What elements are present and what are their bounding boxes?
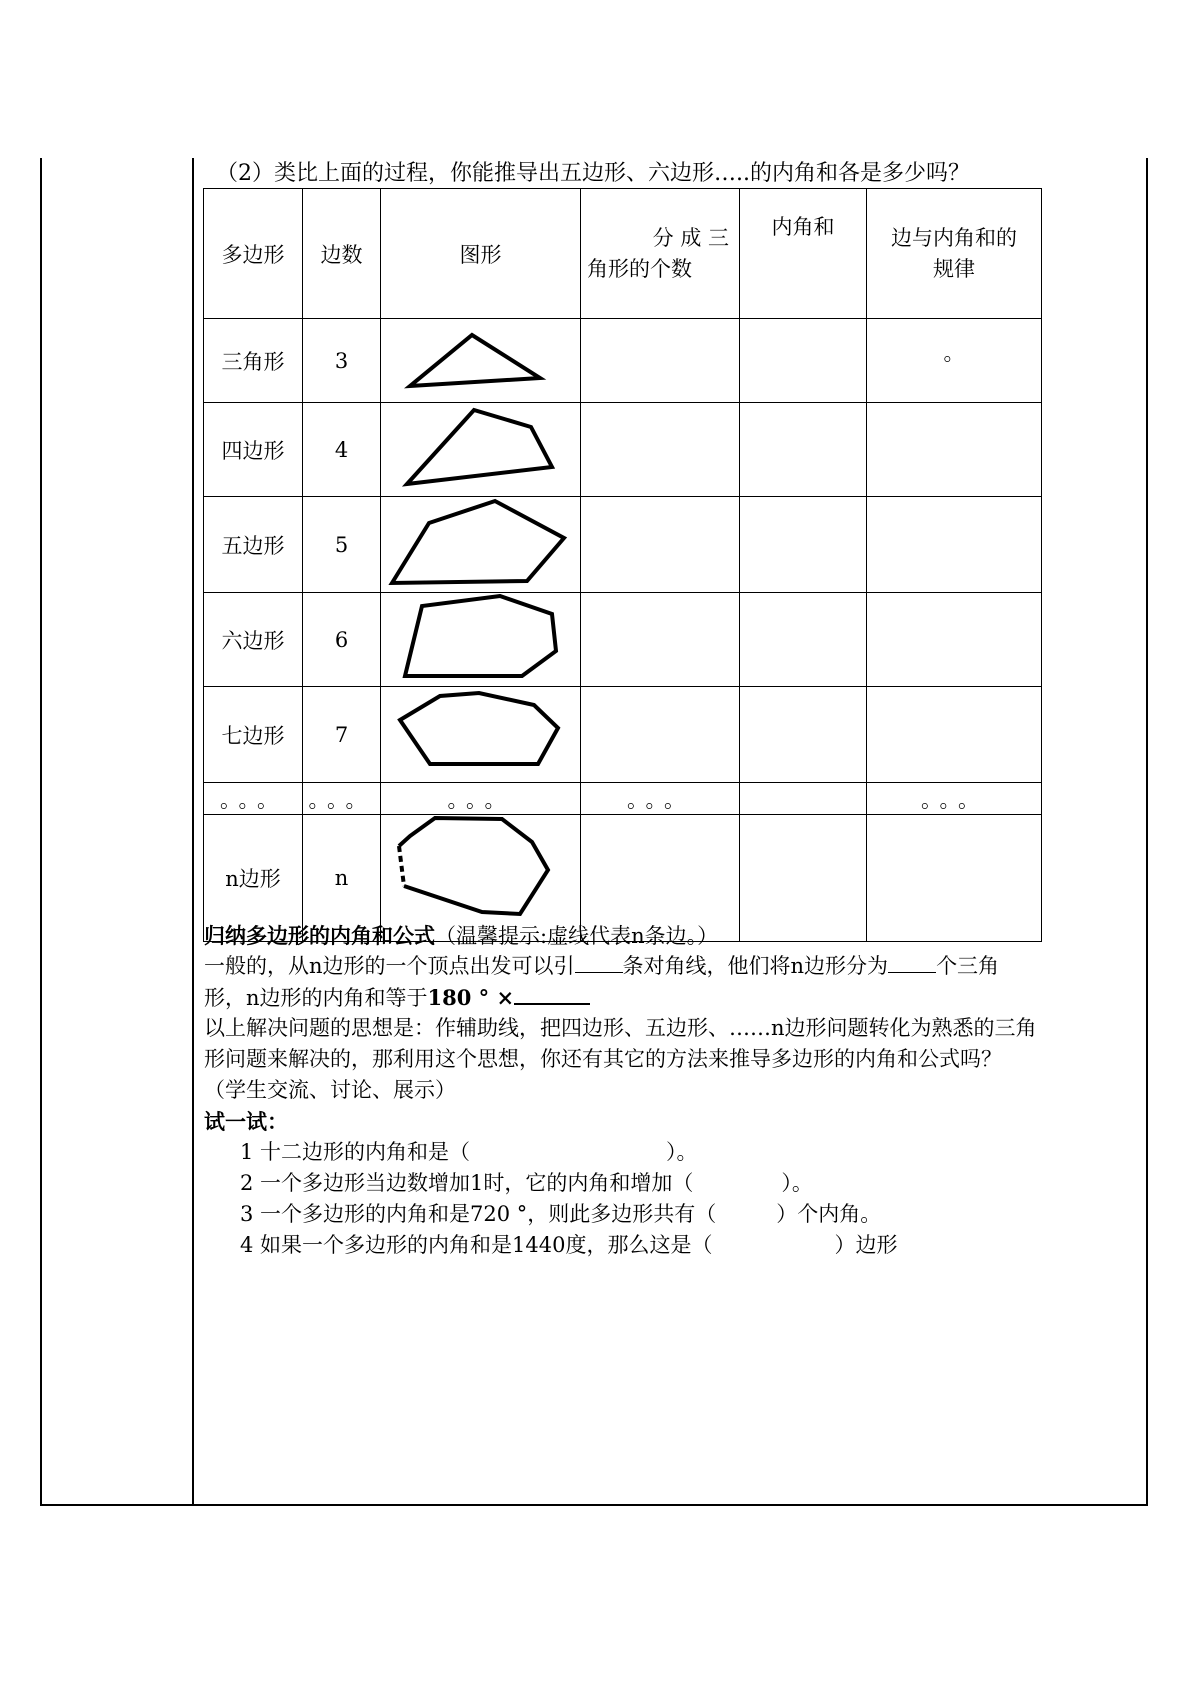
row-name: 四边形 <box>204 403 303 497</box>
row-name: 三角形 <box>204 319 303 403</box>
question-text: ）边形 <box>834 1233 898 1257</box>
row-sides: n <box>303 815 381 942</box>
row-triangle-count <box>581 403 740 497</box>
try-question-3 <box>240 1199 881 1230</box>
try-question-4 <box>240 1230 897 1261</box>
quadrilateral-figure <box>382 404 580 496</box>
table-row <box>204 687 1042 783</box>
question-text: 3 一个多边形的内角和是720 °，则此多边形共有（ <box>240 1202 717 1226</box>
heptagon-figure <box>382 688 580 782</box>
row-triangle-count <box>581 319 740 403</box>
header-rule-line1: 边与内角和的 <box>891 225 1017 250</box>
ellipsis-cell: 。。。 <box>204 783 303 815</box>
method-line-1: 以上解决问题的思想是：作辅助线，把四边形、五边形、……n边形问题转化为熟悉的三角 <box>204 1016 1037 1040</box>
table-header-row <box>204 189 1042 319</box>
row-figure <box>381 403 581 497</box>
summary-title: 归纳多边形的内角和公式 <box>204 923 435 948</box>
row-angle-sum <box>740 497 867 593</box>
summary-line-1 <box>204 951 999 982</box>
header-figure: 图形 <box>381 189 581 319</box>
method-line-3: （学生交流、讨论、展示） <box>204 1078 456 1102</box>
formula-text: 180 ° × <box>427 985 515 1010</box>
table-row <box>204 319 1042 403</box>
row-sides: 6 <box>303 593 381 687</box>
ellipsis-cell: 。。。 <box>867 783 1042 815</box>
row-figure <box>381 319 581 403</box>
outer-border-column <box>192 158 194 1506</box>
summary-line-2 <box>204 982 590 1014</box>
row-triangle-count <box>581 497 740 593</box>
summary-text: 形，n边形的内角和等于 <box>204 986 428 1010</box>
header-polygon: 多边形 <box>204 189 303 319</box>
formula-blank[interactable] <box>514 983 590 1005</box>
row-triangle-count <box>581 593 740 687</box>
table-row <box>204 403 1042 497</box>
summary-hint: （温馨提示:虚线代表n条边。） <box>435 924 719 948</box>
outer-border-left <box>40 158 42 1506</box>
summary-heading <box>204 920 718 952</box>
row-angle-sum <box>740 403 867 497</box>
header-triangle-count-line1: 分 成 三 <box>652 225 729 250</box>
question-2: （2）类比上面的过程，你能推导出五边形、六边形…..的内角和各是多少吗？ <box>216 161 970 186</box>
row-figure <box>381 593 581 687</box>
header-triangle-count <box>581 189 740 319</box>
summary-text: 条对角线，他们将n边形分为 <box>622 954 889 978</box>
question-text: 2 一个多边形当边数增加1时，它的内角和增加（ <box>240 1171 694 1195</box>
question-text: ）个内角。 <box>776 1202 882 1226</box>
row-name: 五边形 <box>204 497 303 593</box>
ellipsis-row <box>204 783 1042 815</box>
row-angle-sum <box>740 593 867 687</box>
row-triangle-count <box>581 687 740 783</box>
method-line-2: 形问题来解决的，那利用这个思想，你还有其它的方法来推导多边形的内角和公式吗？ <box>204 1047 1002 1071</box>
try-title: 试一试： <box>204 1109 288 1134</box>
row-sides: 5 <box>303 497 381 593</box>
summary-text: 个三角 <box>936 954 1000 978</box>
diagonal-count-blank[interactable] <box>575 952 623 973</box>
try-question-2 <box>240 1168 813 1199</box>
row-rule <box>867 687 1042 783</box>
row-name: n边形 <box>204 815 303 942</box>
row-rule <box>867 815 1042 942</box>
header-rule <box>867 189 1042 319</box>
question-text: 4 如果一个多边形的内角和是1440度，那么这是（ <box>240 1233 713 1257</box>
ellipsis-cell: 。。。 <box>303 783 381 815</box>
pentagon-figure <box>382 498 580 592</box>
try-question-1 <box>240 1137 698 1168</box>
row-angle-sum <box>740 319 867 403</box>
triangle-figure <box>382 320 580 402</box>
row-rule <box>867 497 1042 593</box>
table-row <box>204 497 1042 593</box>
outer-border-right <box>1146 158 1148 1506</box>
row-name: 六边形 <box>204 593 303 687</box>
row-angle-sum <box>740 815 867 942</box>
row-sides: 3 <box>303 319 381 403</box>
table-row <box>204 593 1042 687</box>
ellipsis-cell: 。。。 <box>381 783 581 815</box>
hexagon-figure <box>382 594 580 686</box>
row-sides: 7 <box>303 687 381 783</box>
header-triangle-count-line2: 角形的个数 <box>587 256 692 281</box>
summary-text: 一般的，从n边形的一个顶点出发可以引 <box>204 954 575 978</box>
row-rule: 。 <box>867 319 1042 403</box>
row-angle-sum <box>740 687 867 783</box>
header-angle-sum: 内角和 <box>740 189 867 319</box>
row-rule <box>867 593 1042 687</box>
ellipsis-cell: 。。。 <box>581 783 740 815</box>
triangle-count-blank[interactable] <box>888 952 936 973</box>
question-text: 1 十二边形的内角和是（ <box>240 1140 471 1164</box>
row-figure <box>381 687 581 783</box>
question-text: ）。 <box>666 1140 698 1164</box>
ellipsis-cell <box>740 783 867 815</box>
question-text: ）。 <box>781 1171 813 1195</box>
header-sides: 边数 <box>303 189 381 319</box>
polygon-table <box>203 188 1042 942</box>
row-rule <box>867 403 1042 497</box>
row-sides: 4 <box>303 403 381 497</box>
row-name: 七边形 <box>204 687 303 783</box>
outer-border-bottom <box>40 1504 1148 1506</box>
row-figure <box>381 497 581 593</box>
header-rule-line2: 规律 <box>933 256 975 281</box>
